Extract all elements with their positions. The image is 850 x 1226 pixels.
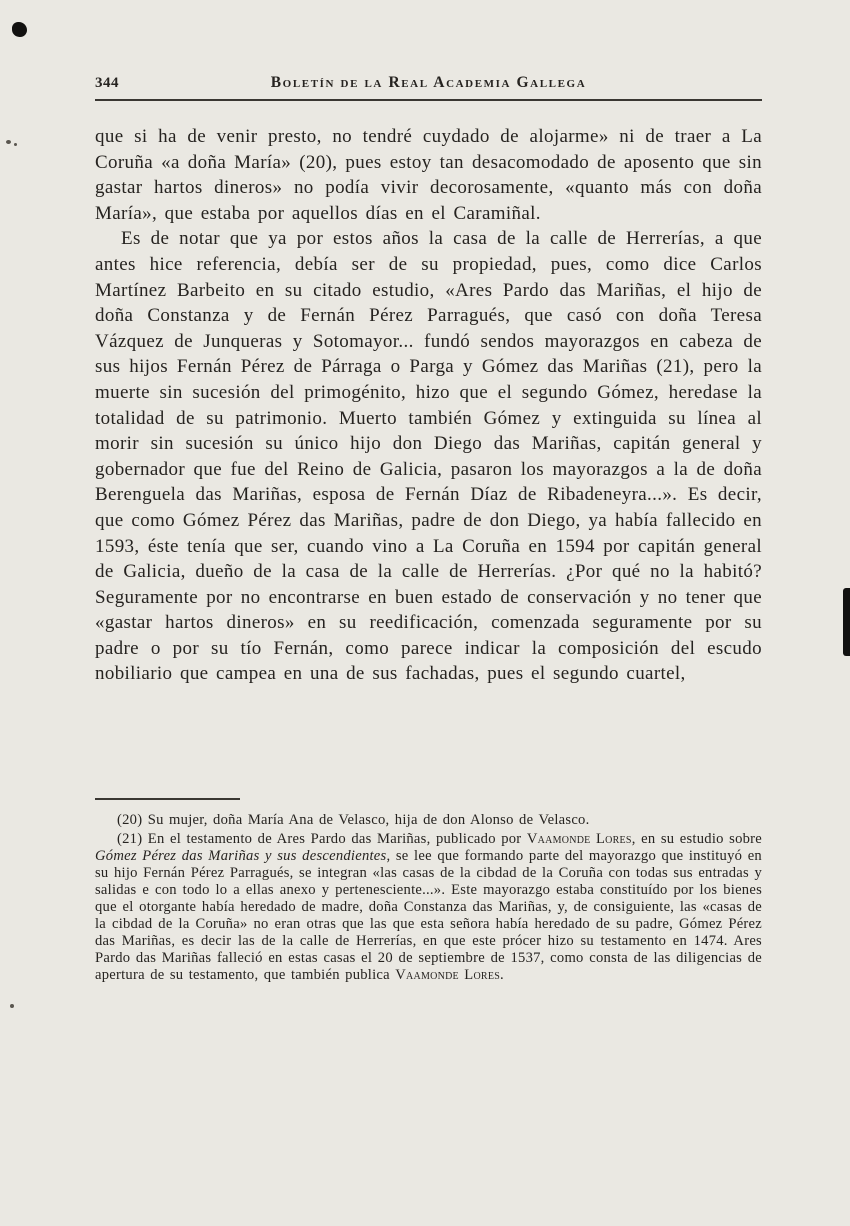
footnote-20	[95, 812, 762, 829]
main-text-block	[95, 124, 762, 687]
body-paragraph-2: Es de notar que ya por estos años la casa de la calle de Herrerías, a que antes hice referencia, debía ser de su propiedad, pues, como dice Carlos Martínez Barbeito en su citado estudio, «Ares Pardo das Mariñas, el hijo de doña Constanza y de Fernán Pérez Parragués, que casó con doña Teresa Vázquez de Junqueras y Sotomayor... fundó sendos mayorazgos en cabeza de sus hijos Fernán Pérez de Párraga o Parga y Gómez das Mariñas (21), pero la muerte sin sucesión del primogénito, hizo que el segundo Gómez, heredase la totalidad de su patrimonio. Muerto también Gómez y extinguida su línea al morir sin sucesión su único hijo don Diego das Mariñas, capitán general y gobernador que fue del Reino de Galicia, pasaron los mayorazgos a la de doña Berenguela das Mariñas, esposa de Fernán Díaz de Ribadeneyra...». Es decir, que como Gómez Pérez das Mariñas, padre de don Diego, ya había fallecido en 1593, éste tenía que ser, cuando vino a La Coruña en 1594 por capitán general de Galicia, dueño de la casa de la calle de Herrerías. ¿Por qué no la habitó? Seguramente por no encontrarse en buen estado de conservación y no tener que «gastar hartos dineros» en su reedificación, comenzada seguramente por su padre o por su tío Fernán, como parece indicar la composición del escudo nobiliario que campea en una de sus fachadas, pues el segundo cuartel,	[95, 228, 762, 685]
footnote-block	[95, 798, 762, 984]
footnote-21	[95, 831, 762, 984]
header-rule	[95, 99, 762, 101]
footnote-21-text-segment: , en su estudio sobre	[631, 831, 762, 847]
scan-speck	[10, 1004, 14, 1008]
footnote-21-text-segment: .	[500, 967, 504, 983]
footnote-21-italic-title: Gómez Pérez das Mariñas y sus descendientes	[95, 848, 387, 864]
footnote-20-label: (20)	[117, 812, 143, 828]
footnote-21-label: (21)	[117, 831, 143, 847]
page-number: 344	[95, 75, 119, 91]
footnote-separator-rule	[95, 798, 240, 800]
footnote-21-text-segment: En el testamento de Ares Pardo das Mariñas, publicado por	[147, 831, 527, 847]
footnote-20-text: Su mujer, doña María Ana de Velasco, hija de don Alonso de Velasco.	[147, 812, 590, 828]
scan-artifact-edge-bar	[843, 588, 850, 656]
scan-speck	[14, 143, 17, 146]
page-header	[95, 74, 762, 101]
footnote-21-smallcaps-author: Vaamonde Lores	[395, 967, 501, 983]
footnote-21-smallcaps-author: Vaamonde Lores	[526, 831, 632, 847]
scan-artifact-corner-blob	[12, 22, 27, 37]
journal-title: Boletín de la Real Academia Gallega	[270, 74, 587, 91]
scan-speck	[6, 140, 11, 144]
footnote-21-text-segment: , se lee que formando parte del mayorazgo que instituyó en su hijo Fernán Pérez Parragués, se integran «las casas de la cibdad de la Coruña con todas sus entradas y salidas e con todo lo a ellas anexo y pertenesciente...». Este mayorazgo estaba constituído por los bienes que el otorgante había heredado de madre, doña Constanza das Mariñas, y, de consiguiente, las «casas de la cibdad de la Coruña» no eran otras que las que esta señora había heredado de su padre, Gómez Pérez das Mariñas, es decir las de la calle de Herrerías, en que este prócer hizo su testamento en 1474. Ares Pardo das Mariñas falleció en estas casas el 20 de septiembre de 1537, como consta de las diligencias de apertura de su testamento, que también publica	[95, 848, 762, 983]
body-paragraph-1: que si ha de venir presto, no tendré cuydado de alojarme» ni de traer a La Coruña «a doña María» (20), pues estoy tan desacomodado de aposento que sin gastar hartos dineros» no podía vivir decorosamente, «quanto más con doña María», que estaba por aquellos días en el Caramiñal.	[95, 126, 762, 224]
